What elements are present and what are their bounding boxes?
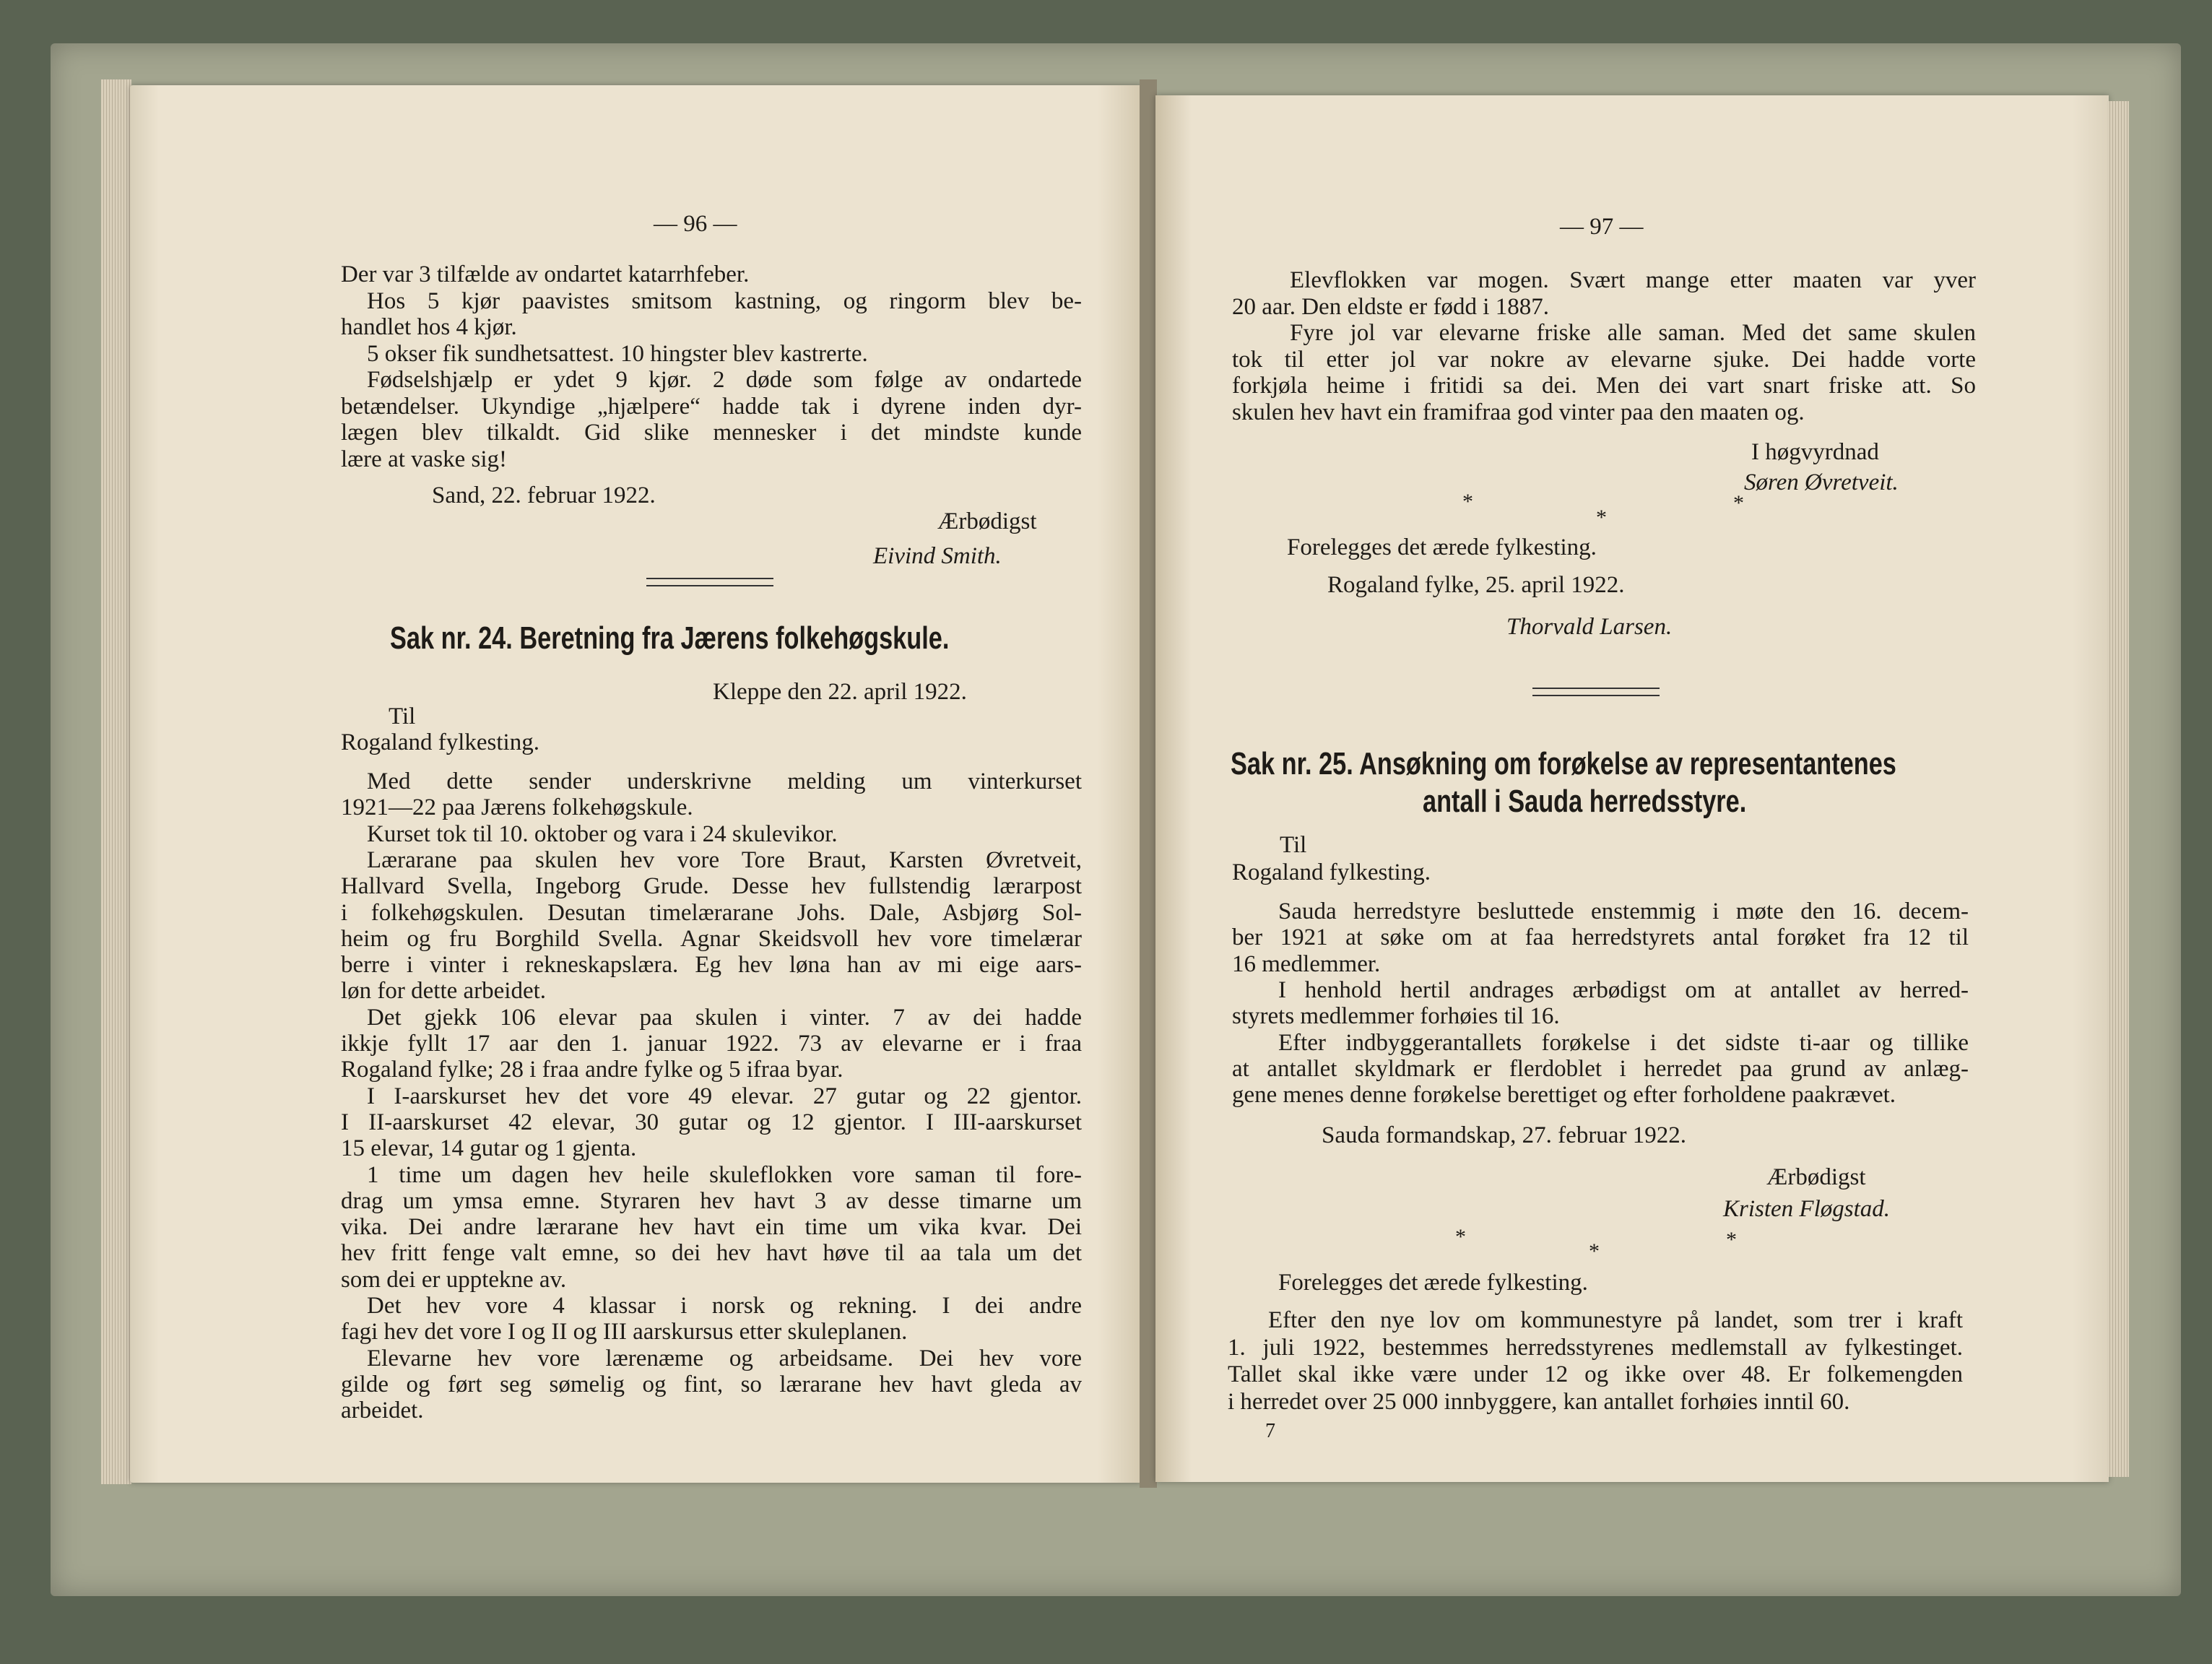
text-line: handlet hos 4 kjør. xyxy=(341,314,517,340)
place-date-rogaland: Rogaland fylke, 25. april 1922. xyxy=(1327,572,1625,598)
text-line: 1921—22 paa Jærens folkehøgskule. xyxy=(341,794,693,821)
text-line: vika. Dei andre lærarane hev havt ein time um vika kvar. Dei xyxy=(341,1214,1082,1241)
text-line: hev fritt fenge valt emne, so dei hev havt høve til aa tala um det xyxy=(341,1240,1082,1267)
text-line: 5 okser fik sundhetsattest. 10 hingster blev kastrerte. xyxy=(367,340,868,367)
signature-mark: 7 xyxy=(1265,1420,1275,1442)
text-line: berre i vinter i rekneskapslæra. Eg hev løna han av mi eige aars- xyxy=(341,952,1082,979)
page-edges-left xyxy=(101,79,131,1484)
text-line: gene menes denne forøkelse berettiget og efter forholdene paakrævet. xyxy=(1232,1082,1896,1109)
text-line: drag um ymsa emne. Styraren hev havt 3 av desse timarne um xyxy=(341,1187,1082,1214)
address-name-right: Rogaland fylkesting. xyxy=(1232,859,1431,885)
text-line: Det gjekk 106 elevar paa skulen i vinter. 7 av dei hadde xyxy=(367,1004,1082,1031)
forelegges-2: Forelegges det ærede fylkesting. xyxy=(1278,1270,1588,1296)
asterisk: * xyxy=(1733,491,1744,515)
page-number-right: — 97 — xyxy=(1560,214,1644,240)
address-to-left: Til xyxy=(389,703,416,729)
text-line: 16 medlemmer. xyxy=(1232,950,1381,977)
place-date-sand: Sand, 22. februar 1922. xyxy=(432,482,656,508)
text-line: Hos 5 kjør paavistes smitsom kastning, og ringorm blev be- xyxy=(367,287,1082,314)
text-line: Elevflokken var mogen. Svært mange etter maaten var yver xyxy=(1290,267,1976,293)
text-line: Sauda herredstyre besluttede enstemmig i møte den 16. decem- xyxy=(1278,898,1969,924)
text-line: 1. juli 1922, bestemmes herredsstyrenes medlemstall av fylkestinget. xyxy=(1228,1334,1963,1361)
text-line: I II-aarskurset 42 elevar, 30 gutar og 12 gjentor. I III-aarskurset xyxy=(341,1109,1082,1135)
text-line: lære at vaske sig! xyxy=(341,446,508,472)
text-line: I henhold hertil andrages ærbødigst om at antallet av herred- xyxy=(1278,976,1969,1003)
heading-sak-25-line1: Sak nr. 25. Ansøkning om forøkelse av representantenes xyxy=(1231,746,1896,781)
asterisk: * xyxy=(1455,1225,1466,1249)
place-date-sauda: Sauda formandskap, 27. februar 1922. xyxy=(1322,1122,1686,1148)
text-line: betændelser. Ukyndige „hjælpere“ hadde tak i dyrene inden dyr- xyxy=(341,393,1082,420)
text-line: som dei er upptekne av. xyxy=(341,1266,567,1293)
text-line: Fyre jol var elevarne friske alle saman. Med det same skulen xyxy=(1290,320,1976,346)
asterisk: * xyxy=(1726,1228,1737,1252)
text-line: løn for dette arbeidet. xyxy=(341,978,547,1005)
asterisk: * xyxy=(1596,506,1607,529)
text-line: I I-aarskurset hev det vore 49 elevar. 27 gutar og 22 gjentor. xyxy=(367,1083,1082,1109)
signature-soren-ovretveit: Søren Øvretveit. xyxy=(1744,469,1899,495)
text-line: arbeidet. xyxy=(341,1398,424,1424)
asterisk: * xyxy=(1462,490,1473,514)
text-line: Det hev vore 4 klassar i norsk og rekning. I dei andre xyxy=(367,1293,1082,1319)
text-line: Efter den nye lov om kommunestyre på landet, som trer i kraft xyxy=(1268,1307,1963,1333)
text-line: at antallet skyldmark er flerdoblet i herredet paa grund av anlæg- xyxy=(1232,1055,1969,1082)
text-line: Kurset tok til 10. oktober og vara i 24 skulevikor. xyxy=(367,820,838,847)
heading-sak-24: Sak nr. 24. Beretning fra Jærens folkehøgskule. xyxy=(390,620,950,656)
greeting-kristen: Ærbødigst xyxy=(1766,1164,1866,1190)
text-line: Hallvard Svella, Ingeborg Grude. Desse hev fullstendig lærarpost xyxy=(341,873,1082,900)
address-name-left: Rogaland fylkesting. xyxy=(341,729,539,755)
text-line: 15 elevar, 14 gutar og 1 gjenta. xyxy=(341,1135,637,1162)
text-line: i herredet over 25 000 innbyggere, kan antallet forhøies inntil 60. xyxy=(1228,1388,1850,1415)
text-line: Med dette sender underskrivne melding um vinterkurset xyxy=(367,768,1082,794)
text-line: skulen hev havt ein framifraa god vinter paa den maaten og. xyxy=(1232,399,1805,425)
signature-thorvald-larsen: Thorvald Larsen. xyxy=(1506,614,1673,640)
address-to-right: Til xyxy=(1280,832,1307,858)
text-line: 20 aar. Den eldste er fødd i 1887. xyxy=(1232,293,1549,320)
text-line: i folkehøgskulen. Desutan timelærarane Johs. Dale, Asbjørg Sol- xyxy=(341,899,1082,926)
text-line: tok til etter jol var nokre av elevarne sjuke. Dei hadde vorte xyxy=(1232,346,1976,373)
divider-left xyxy=(646,578,773,586)
text-line: 1 time um dagen hev heile skuleflokken vore saman til fore- xyxy=(367,1161,1082,1188)
text-line: heim og fru Borghild Svella. Agnar Skeidsvoll hev vore timelærar xyxy=(341,925,1082,952)
asterisk: * xyxy=(1589,1239,1600,1263)
greeting-soren: I høgvyrdnad xyxy=(1751,439,1879,465)
text-line: Der var 3 tilfælde av ondartet katarrhfeber. xyxy=(341,261,750,287)
book-spine xyxy=(1140,79,1157,1488)
text-line: Efter indbyggerantallets forøkelse i det sidste ti-aar og tillike xyxy=(1278,1029,1969,1056)
dateline-kleppe: Kleppe den 22. april 1922. xyxy=(713,679,967,705)
text-line: Fødselshjælp er ydet 9 kjør. 2 døde som følge av ondartede xyxy=(367,367,1082,393)
signature-kristen-flogstad: Kristen Fløgstad. xyxy=(1723,1196,1891,1222)
text-line: Rogaland fylke; 28 i fraa andre fylke og 5 ifraa byar. xyxy=(341,1057,843,1083)
greeting-eivind: Ærbødigst xyxy=(937,508,1037,534)
text-line: lægen blev tilkaldt. Gid slike mennesker i det mindste kunde xyxy=(341,420,1082,446)
text-line: Elevarne hev vore lærenæme og arbeidsame. Dei hev vore xyxy=(367,1345,1082,1372)
page-edges-right xyxy=(2107,101,2129,1477)
divider-right xyxy=(1532,688,1660,696)
text-line: forkjøla heime i fritidi sa dei. Men dei vart snart friske att. So xyxy=(1232,373,1976,399)
text-line: Lærarane paa skulen hev vore Tore Braut, Karsten Øvretveit, xyxy=(367,846,1082,873)
text-line: fagi hev det vore I og II og III aarskursus etter skuleplanen. xyxy=(341,1319,908,1346)
text-line: ber 1921 at søke om at faa herredstyrets antal forøket fra 12 til xyxy=(1232,924,1969,951)
forelegges-1: Forelegges det ærede fylkesting. xyxy=(1287,534,1597,560)
text-line: ikkje fyllt 17 aar den 1. januar 1922. 73 av elevarne er i fraa xyxy=(341,1031,1082,1057)
text-line: gilde og ført seg sømelig og fint, so lærarane hev havt gleda av xyxy=(341,1371,1082,1398)
signature-eivind-smith: Eivind Smith. xyxy=(873,543,1002,569)
text-line: Tallet skal ikke være under 12 og ikke over 48. Er folkemengden xyxy=(1228,1361,1963,1387)
heading-sak-25-line2: antall i Sauda herredsstyre. xyxy=(1423,784,1747,819)
text-line: styrets medlemmer forhøies til 16. xyxy=(1232,1003,1560,1030)
page-number-left: — 96 — xyxy=(654,211,737,237)
